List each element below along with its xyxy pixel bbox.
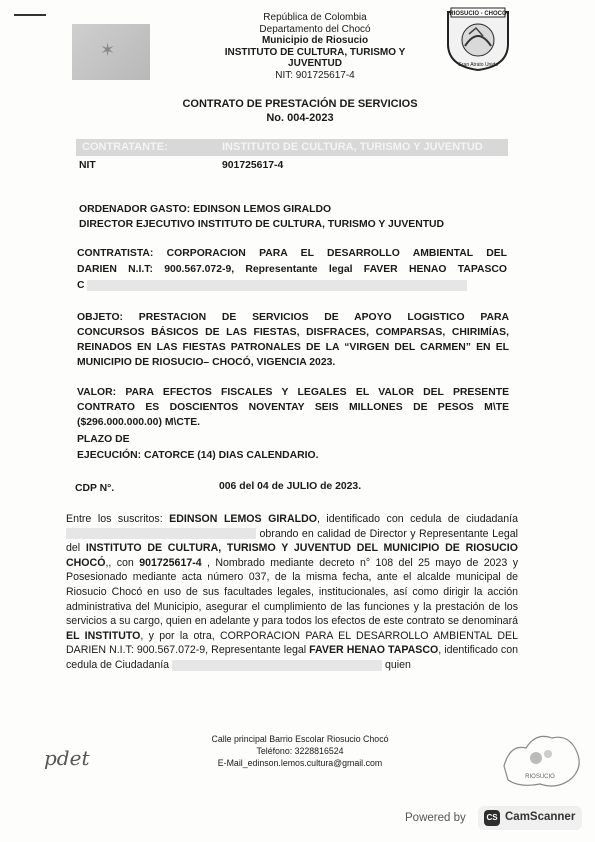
- objeto-line3: REINADOS EN LAS FIESTAS PATRONALES DE LA “VIRGEN DEL CARMEN” EN EL: [77, 342, 509, 353]
- ordenador-line2: DIRECTOR EJECUTIVO INSTITUTO DE CULTURA, TURISMO Y JUVENTUD: [79, 219, 445, 230]
- body-part-7: , identificado con cedula de Ciudadanía: [66, 644, 518, 671]
- valor-line1: VALOR: PARA EFECTOS FISCALES Y LEGALES EL VALOR DEL PRESENTE: [77, 387, 509, 398]
- institute-nit: 901725617-4: [139, 556, 202, 569]
- contratista-line2: DARIEN N.I.T: 900.567.072-9, Representante legal FAVER HENAO TAPASCO: [77, 264, 507, 275]
- header-country: República de Colombia: [263, 12, 367, 23]
- footer-address: Calle principal Barrio Escolar Riosucio Chocó: [211, 734, 389, 744]
- body-part-2: , identificado con cedula de ciudadanía: [316, 513, 518, 525]
- cdp-label: CDP N°.: [75, 483, 115, 494]
- colombia-coat-of-arms-logo: [72, 24, 150, 80]
- cdp-value: 006 del 04 de JULIO de 2023.: [219, 481, 362, 492]
- objeto-line2: CONCURSOS BÁSICOS DE LAS FIESTAS, DISFRACES, COMPARSAS, CHIRIMÍAS,: [77, 327, 509, 338]
- camscanner-brand: CamScanner: [505, 811, 576, 823]
- riosucio-map-logo: [496, 726, 586, 794]
- riosucio-municipal-logo: [443, 6, 513, 72]
- plazo-line1: PLAZO DE: [77, 434, 130, 445]
- nit-value: 901725617-4: [222, 160, 284, 171]
- powered-by-label: Powered by: [405, 812, 466, 824]
- body-part-3: obrando en calidad de Director y Representante Legal del: [66, 527, 518, 555]
- body-part-1: Entre los suscritos:: [66, 513, 170, 525]
- contract-number: No. 004-2023: [266, 112, 334, 124]
- pdet-signature-logo: pdet: [44, 746, 90, 770]
- objeto-line1: OBJETO: PRESTACION DE SERVICIOS DE APOYO LOGISTICO PARA: [77, 312, 509, 323]
- camscanner-icon: CS: [484, 810, 500, 826]
- el-instituto-term: EL INSTITUTO: [66, 629, 141, 642]
- header-department: Departamento del Chocó: [259, 23, 371, 35]
- page-footer: [200, 733, 400, 769]
- contratante-value: INSTITUTO DE CULTURA, TURISMO Y JUVENTUD: [222, 141, 483, 153]
- contratista-line3-text: C: [77, 280, 85, 291]
- body-part-4: ,, con: [105, 556, 140, 569]
- contract-title: CONTRATO DE PRESTACIÓN DE SERVICIOS: [182, 98, 418, 110]
- institute-name: INSTITUTO DE CULTURA, TURISMO Y JUVENTUD DEL MUNICIPIO DE RIOSUCIO CHOCÓ: [66, 542, 518, 569]
- header-institute: INSTITUTO DE CULTURA, TURISMO Y: [224, 46, 406, 58]
- body-part-8: quien: [382, 658, 411, 671]
- nit-label: NIT: [79, 160, 96, 171]
- redacted-field: [66, 528, 256, 539]
- plazo-line2: EJECUCIÓN: CATORCE (14) DIAS CALENDARIO.: [77, 450, 319, 461]
- redacted-field: [87, 280, 467, 291]
- letterhead: [190, 12, 440, 82]
- contratante-label: CONTRATANTE:: [82, 141, 168, 153]
- legal-rep-name: FAVER HENAO TAPASCO: [309, 644, 439, 657]
- contratista-line1: CONTRATISTA: CORPORACION PARA EL DESARROLLO AMBIENTAL DEL: [77, 248, 507, 259]
- valor-line2: CONTRATO ES DOSCIENTOS NOVENTAY SEIS MILLONES DE PESOS M\TE: [77, 402, 509, 413]
- logo-top-text: RIOSUCIO - CHOCO: [449, 11, 507, 17]
- ordenador-line1: ORDENADOR GASTO: EDINSON LEMOS GIRALDO: [79, 204, 332, 215]
- emblem-icon: ✶: [100, 40, 116, 60]
- camscanner-badge: [478, 806, 582, 830]
- body-part-5: , Nombrado mediante decreto n° 108 del 25 mayo de 2023 y Posesionado mediante acta número 037, de la misma fecha, ante el alcalde municipal de Riosucio Chocó en uso de sus facultades legales, institucionales, así como dirigir la acción administrativa del Municipio, asegurar el cumplimiento de las funciones y la prestación de los servicios a su cargo, quien en adelante y para todos los efectos de este contrato se denominará: [66, 556, 518, 628]
- director-name: EDINSON LEMOS GIRALDO: [169, 513, 317, 525]
- objeto-line4: MUNICIPIO DE RIOSUCIO– CHOCÓ, VIGENCIA 2023.: [77, 357, 336, 368]
- body-part-6: , y por la otra, CORPORACION PARA EL DESARROLLO AMBIENTAL DEL DARIEN N.I.T: 900.567.072-9, Representante legal: [66, 629, 518, 657]
- header-municipality: Municipio de Riosucio: [261, 35, 369, 47]
- valor-line3: ($296.000.000.00) M\CTE.: [77, 417, 201, 428]
- contratante-bar: [76, 139, 508, 156]
- contract-title-block: [150, 97, 450, 125]
- logo-bottom-text: Gran Atrato Unido: [457, 62, 499, 68]
- header-nit: NIT: 901725617-4: [275, 69, 355, 81]
- map-label: RIOSUCIO: [525, 774, 555, 780]
- contratista-line3: [77, 278, 507, 294]
- footer-phone: Teléfono: 3228816524: [256, 746, 344, 756]
- top-rule: [14, 14, 46, 16]
- contract-body-paragraph: [66, 512, 518, 673]
- header-institute-cont: JUVENTUD: [288, 58, 342, 70]
- redacted-field: [172, 660, 382, 671]
- footer-email: E-Mail_edinson.lemos.cultura@gmail.com: [217, 758, 383, 768]
